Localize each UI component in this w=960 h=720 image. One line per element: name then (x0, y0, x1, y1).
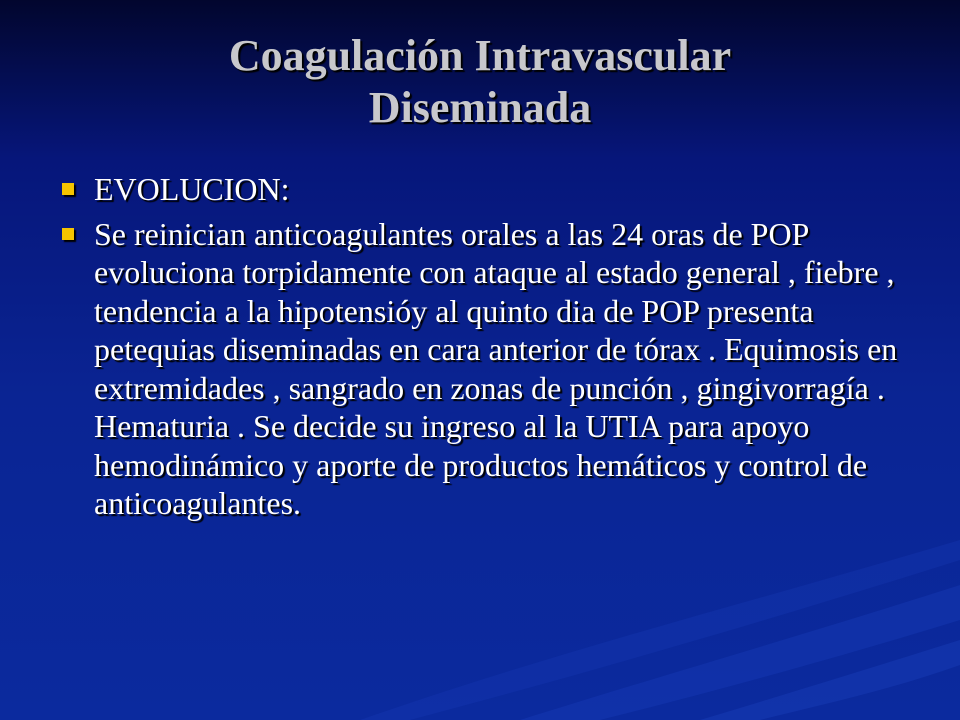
bullet-list (60, 170, 920, 529)
bullet-item-description (60, 215, 920, 523)
bullet-text: EVOLUCION: (94, 171, 290, 207)
slide-title-line-1: Coagulación Intravascular (228, 31, 732, 80)
square-bullet-icon (62, 183, 74, 195)
slide-title-line-2: Diseminada (368, 83, 592, 132)
square-bullet-icon (62, 228, 74, 240)
bullet-text: Se reinician anticoagulantes orales a las 24 oras de POP evoluciona torpidamente con ataque al estado general , fiebre , tendencia a la hipotensióy al quinto dia de POP presenta petequias diseminadas en cara anterior de tórax . Equimosis en extremidades , sangrado en zonas de punción , gingivorragía . Hematuria . Se decide su ingreso al la UTIA para apoyo hemodinámico y aporte de productos hemáticos y control de anticoagulantes. (94, 215, 898, 521)
bullet-item-evolucion (60, 170, 920, 209)
slide-title (40, 30, 920, 134)
